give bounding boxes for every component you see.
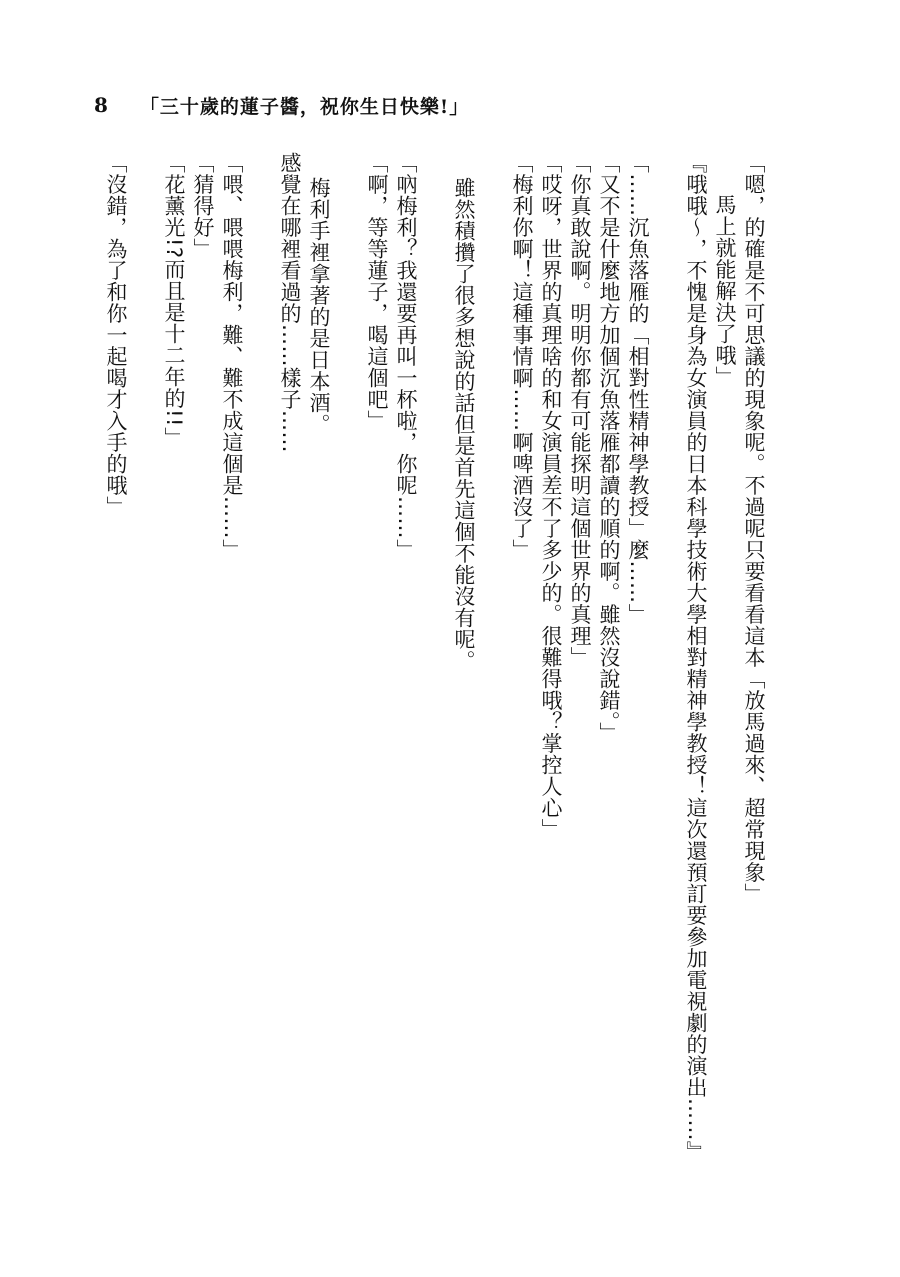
text-line: 「哎呀，世界的真理啥的和女演員差不了多少的。很難得哦？掌控人心」 xyxy=(539,152,563,840)
page-header xyxy=(94,92,469,118)
text-line: 「沒錯，為了和你一起喝才入手的哦」 xyxy=(104,152,128,518)
text-line: 「吶梅利？我還要再叫一杯啦，你呢……」 xyxy=(394,152,418,561)
running-title: 「三十歲的蓮子醬，祝你生日快樂!」 xyxy=(139,95,470,118)
text-line: 「你真敢說啊。明明你都有可能探明這個世界的真理」 xyxy=(568,152,592,668)
text-line: 「花薰光!?而且是十二年的!!」 xyxy=(162,152,186,449)
line-gap xyxy=(478,152,507,1152)
text-line: 感覺在哪裡看過的……樣子…… xyxy=(278,152,302,453)
text-line: 「喂、喂喂梅利，難、難不成這個是……」 xyxy=(220,152,244,561)
text-line: 雖然積攢了很多想說的話但是首先這個不能沒有呢。 xyxy=(452,177,476,672)
line-gap xyxy=(333,152,362,1152)
line-gap xyxy=(420,152,449,1152)
text-line: 「嗯，的確是不可思議的現象呢。不過呢只要看看這本「放馬過來、超常現象」 xyxy=(742,152,766,905)
text-line: 「猜得好」 xyxy=(191,152,215,260)
text-line: 『哦哦～，不愧是身為女演員的日本科學技術大學相對精神學教授！這次還預訂要參加電視劇的演出……』 xyxy=(684,152,708,1163)
line-gap xyxy=(652,152,681,1152)
vertical-text-body xyxy=(88,152,768,1163)
text-line: 梅利手裡拿著的是日本酒。 xyxy=(307,177,331,436)
text-line: 「……沉魚落雁的「相對性精神學教授」麼……」 xyxy=(626,152,650,625)
text-line: 「啊，等等蓮子，喝這個吧」 xyxy=(365,152,389,432)
text-line: 「又不是什麼地方加個沉魚落雁都讀的順的啊。雖然沒說錯。」 xyxy=(597,152,621,744)
line-gap xyxy=(130,152,159,1152)
text-line: 「梅利你啊！這種事情啊……啊啤酒沒了」 xyxy=(510,152,534,561)
text-line: 馬上就能解決了哦」 xyxy=(713,194,737,388)
page-number: 8 xyxy=(94,93,108,117)
line-gap xyxy=(246,152,275,1152)
